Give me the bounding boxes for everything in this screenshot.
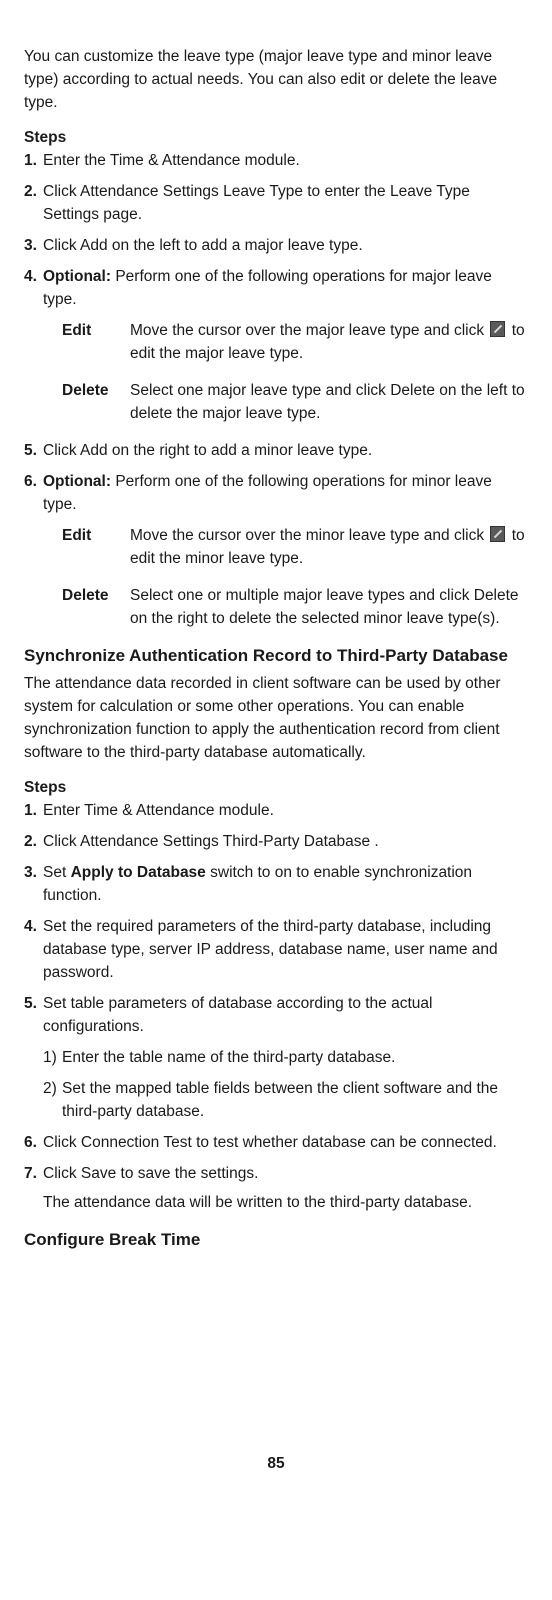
operation-text: to edit the minor leave type. [130,527,525,567]
sub-step-text: Enter the table name of the third-party database. [62,1049,396,1066]
operation-description: Select one major leave type and click Delete on the left to delete the major leave type. [130,382,525,422]
step-item [24,861,529,907]
step-text: Enter the Time & Attendance module. [43,152,300,169]
step-text: Click Add on the right to add a minor leave type. [43,442,373,459]
step-text: Click Attendance Settings Third-Party Database . [43,833,379,850]
step-number: 4. [24,918,37,935]
step-text: switch to on to enable synchronization function. [43,864,473,904]
edit-icon [490,526,505,542]
operation-label: Delete [62,382,109,399]
step-item [24,830,529,853]
apply-to-database-label: Apply to Database [70,864,206,881]
step-body [43,470,529,516]
step-body [43,265,529,311]
step-number: 3. [24,237,37,254]
step-number: 7. [24,1165,37,1182]
section-heading: Configure Break Time [24,1230,201,1249]
step-item [24,180,529,226]
step-item [24,265,529,311]
step-result-note: The attendance data will be written to the third-party database. [43,1194,473,1211]
step-item [24,915,529,984]
step-number: 6. [24,1134,37,1151]
optional-label: Optional: [43,473,112,490]
step-text: Click Save to save the settings. [43,1165,259,1182]
step-item [24,1162,529,1185]
step-item [24,234,529,257]
step-number: 6. [24,473,37,490]
step-number: 4. [24,268,37,285]
optional-label: Optional: [43,268,112,285]
step-text: Perform one of the following operations for minor leave type. [43,473,492,513]
section-heading: Synchronize Authentication Record to Third-Party Database [24,646,508,665]
operation-row [62,524,529,570]
step-item [24,470,529,516]
major-operations [62,319,529,425]
operation-description [130,319,529,365]
step-body [43,861,529,907]
operation-text: Move the cursor over the minor leave type and click [130,527,489,544]
step-number: 1. [24,802,37,819]
step-number: 3. [24,864,37,881]
operation-label: Edit [62,527,92,544]
operation-description: Select one or multiple major leave types and click Delete on the right to delete the selected minor leave type(s). [130,587,519,627]
operation-text: Move the cursor over the major leave type and click [130,322,489,339]
step-number: 5. [24,442,37,459]
step-item [24,799,529,822]
operation-label: Delete [62,587,109,604]
step-number: 2. [24,183,37,200]
sub-step-item [43,1077,529,1123]
step-text: Set table parameters of database according to the actual configurations. [43,995,433,1035]
step-item [24,992,529,1038]
intro-paragraph: You can customize the leave type (major leave type and minor leave type) according to actual needs. You can also edit or delete the leave type. [24,48,498,111]
sync-intro-paragraph: The attendance data recorded in client software can be used by other system for calculation or some other operations. You can enable synchronization function to apply the authentication record from client software to the third-party database automatically. [24,675,501,761]
step-text: Click Connection Test to test whether database can be connected. [43,1134,497,1151]
sub-step-number: 2) [43,1080,57,1097]
step-text: Click Add on the left to add a major leave type. [43,237,363,254]
document-page [24,45,529,1256]
step-text: Enter Time & Attendance module. [43,802,274,819]
steps-heading: Steps [24,129,67,146]
step-item [24,1131,529,1154]
step-number: 1. [24,152,37,169]
page-number: 85 [267,1455,285,1472]
operation-row [62,379,529,425]
step-text: Set [43,864,71,881]
edit-icon [490,321,505,337]
step-text: Perform one of the following operations for major leave type. [43,268,492,308]
steps-heading: Steps [24,779,67,796]
operation-row [62,319,529,365]
operation-description [130,524,529,570]
sub-step-item [43,1046,529,1069]
step-number: 2. [24,833,37,850]
minor-operations [62,524,529,630]
step-item [24,439,529,462]
operation-label: Edit [62,322,92,339]
operation-text: to edit the major leave type. [130,322,525,362]
sub-step-number: 1) [43,1049,57,1066]
sub-step-text: Set the mapped table fields between the client software and the third-party database. [62,1080,499,1120]
operation-row [62,584,529,630]
step-text: Set the required parameters of the third-party database, including database type, server IP address, database name, user name and password. [43,918,498,981]
step-number: 5. [24,995,37,1012]
step-text: Click Attendance Settings Leave Type to enter the Leave Type Settings page. [43,183,470,223]
step-item [24,149,529,172]
